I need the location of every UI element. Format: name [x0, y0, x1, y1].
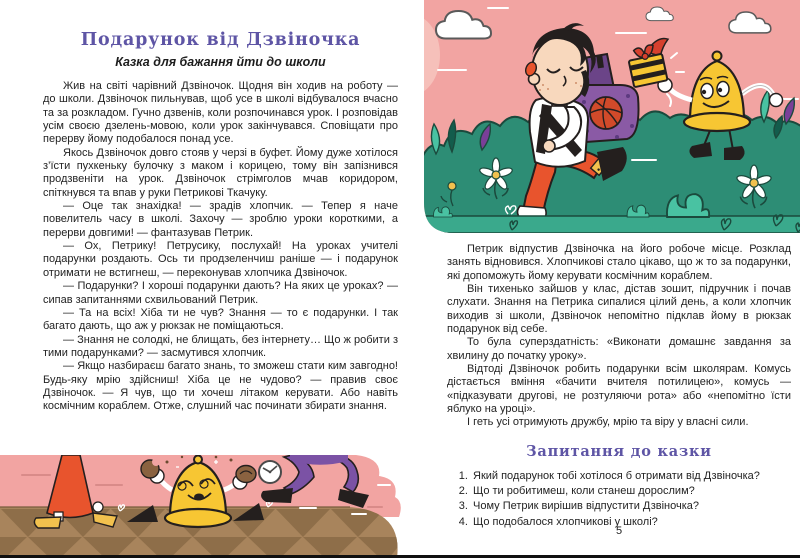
question-item: 2. Що ти робитимеш, коли станеш дорослим? — [471, 484, 791, 499]
story-paragraph: Петрик відпустив Дзвіночка на його робоче місце. Розклад занять відновився. Хлопчикові стало цікаво, що ж то за подарунки, які допоможуть йому керувати космічним кораблем. — [447, 243, 791, 282]
story-paragraph: Якось Дзвіночок довго стояв у черзі в буфет. Йому дуже хотілося з’їсти пухкеньку булочку з маком і корицею, тому він запізнився продзвеніти на урок. Дзвіночок стрімголов мчав коридором, спіткнувся та впав у руки Петрикові Ткачуку. — [43, 146, 398, 199]
story-subtitle: Казка для бажання йти до школи — [115, 55, 326, 69]
bell-rim — [684, 113, 750, 131]
slipper — [34, 517, 61, 528]
bun — [236, 466, 256, 483]
right-page — [447, 243, 791, 530]
bottom-illustration — [0, 455, 406, 558]
question-item: 3. Чому Петрик вирішив відпустити Дзвіночка? — [471, 499, 791, 514]
story-paragraph: Відтоді Дзвіночок робить подарунки всім школярам. Комусь дістається вміння «бачити вчителя потилицею», комусь — «підказувати другові, не розтуляючи рота» або «непомітно їсти яблуко на уроці». — [447, 363, 791, 416]
story-paragraph: — Оце так знахідка! — зрадів хлопчик. — Тепер я наче повелитель часу в школі. Захочу — зроблю уроки короткими, а перерви довгими! — фантазував Петрик. — [43, 200, 398, 239]
story-paragraph: — Ох, Петрику! Петрусику, послухай! На уроках учителі подарунки роздають. Ось ти продзеленчиш раніше — і подарунок отримати не встигнеш, — переконував хлопчика Дзвіночок. — [43, 240, 398, 279]
page-number: 5 — [615, 525, 623, 537]
question-item: 4. Що подобалося хлопчикові у школі? — [471, 515, 791, 530]
story-paragraph: І геть усі отримують дружбу, мрію та віру у власні сили. — [467, 416, 749, 429]
cookie-bite — [152, 458, 160, 466]
questions-heading: Запитання до казки — [526, 442, 712, 460]
story-paragraph: То була суперздатність: «Виконати домашнє завдання за хвилину до початку уроку». — [447, 336, 791, 362]
glove — [770, 94, 783, 107]
story-body-left — [43, 80, 398, 414]
questions-list — [447, 469, 791, 530]
grass-band — [424, 216, 800, 233]
story-paragraph: Він тихенько зайшов у клас, дістав зошит, підручник і почав слухати. Знання на Петрика сипалися цілий день, а коли хлопчик виходив зі школи, Дзвіночок непомітно підклав йому в рюкзак подарунок від себе. — [447, 283, 791, 336]
left-page — [43, 30, 398, 414]
bell-shoe — [724, 146, 745, 160]
question-item: 1. Який подарунок тобі хотілося б отримати від Дзвіночка? — [471, 469, 791, 484]
story-paragraph: — Подарунки? І хороші подарунки дають? На яких це уроках? — сипав запитаннями схвильований Петрик. — [43, 280, 398, 306]
story-body-right — [447, 243, 791, 430]
story-paragraph: Жив на світі чарівний Дзвіночок. Щодня він ходив на роботу — до школи. Дзвіночок пильнував, щоб усе в школі відбувалося вчасно та за розкладом. Гучно дзвенів, коли розпочинався урок. І розповідав усім своєю дзелень-мовою, коли урок закінчувався. Сповіщати про перерву йому подобалося понад усе. — [43, 80, 398, 146]
hand — [543, 140, 555, 152]
story-title: Подарунок від Дзвіночка — [80, 30, 361, 50]
story-paragraph: — Та на всіх! Хіба ти не чув? Знання — то є подарунки. І так багато дають, що аж у рюкзак не поміщаються. — [43, 306, 398, 333]
top-illustration-svg — [424, 0, 800, 233]
story-paragraph: — Якщо назбираєш багато знань, то зможеш стати ким завгодно! Будь-яку мрію здійсниш! Хіба це не чудово? — правив своє Дзвіночок. — Я чув, що ти хочеш літаком керувати. Або навіть космічним кораблем. Отже, слушний час починати збирати знання. — [43, 360, 398, 413]
story-paragraph: — Знання не солодкі, не блищать, без інтернету… Що ж робити з тими подарунками? — засмутився хлопчик. — [43, 333, 398, 359]
bottom-illustration-svg — [0, 455, 406, 558]
clock-icon — [259, 461, 281, 483]
top-illustration — [424, 0, 800, 233]
bell-loop — [713, 52, 722, 61]
